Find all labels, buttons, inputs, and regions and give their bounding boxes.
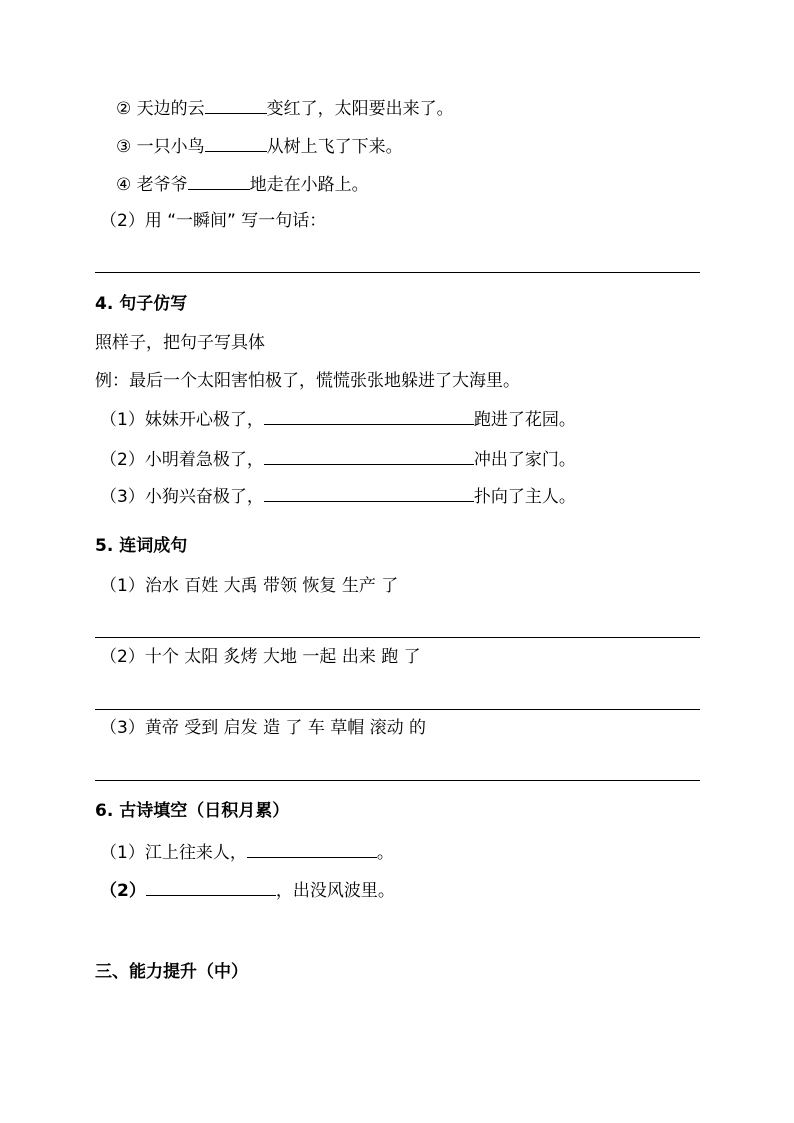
q5-item-1: （1）治水 百姓 大禹 带领 恢复 生产 了 [100,576,399,596]
answer-line[interactable] [95,780,700,781]
q4-item-1 [100,407,576,429]
q5-item-2: （2）十个 太阳 炙烤 大地 一起 出来 跑 了 [100,647,421,667]
q4-item-3-after: 扑向了主人。 [473,487,576,507]
q3-item-2-after: 变红了，太阳要出来了。 [266,99,454,119]
q4-example: 例：最后一个太阳害怕极了，慌慌张张地躲进了大海里。 [95,371,520,391]
q4-item-3-text: （3）小狗兴奋极了， [100,487,264,507]
q4-item-2-blank[interactable] [264,447,474,465]
q4-item-1-after: 跑进了花园。 [473,410,576,430]
q6-item-1 [100,840,394,862]
q3-item-2 [116,96,454,118]
q4-instruction: 照样子，把句子写具体 [95,333,265,353]
q3-item-4-blank[interactable] [188,172,250,190]
q5-title: 5. 连词成句 [95,536,188,556]
q3-item-2-blank[interactable] [205,96,267,114]
q3-sub2-prompt: （2）用 “一瞬间” 写一句话： [100,211,327,231]
q6-item-1-after: 。 [376,843,394,863]
q4-item-3 [100,484,576,506]
q3-item-2-text: ② 天边的云 [116,99,205,119]
q6-item-1-text: （1）江上往来人， [100,843,247,863]
q4-item-2-text: （2）小明着急极了， [100,450,264,470]
q6-item-1-blank[interactable] [247,840,377,858]
q5-item-3: （3）黄帝 受到 启发 造 了 车 草帽 滚动 的 [100,718,427,738]
answer-line[interactable] [95,272,700,273]
q6-item-2 [100,878,395,900]
q3-item-3 [116,134,403,156]
section-3-title: 三、能力提升（中） [95,962,248,982]
q3-item-3-text: ③ 一只小鸟 [116,137,205,157]
answer-line[interactable] [95,709,700,710]
q4-item-2 [100,447,576,469]
q4-item-1-text: （1）妹妹开心极了， [100,410,264,430]
q4-item-2-after: 冲出了家门。 [473,450,576,470]
q6-title: 6. 古诗填空（日积月累） [95,801,290,821]
q3-item-3-blank[interactable] [205,134,267,152]
q3-item-3-after: 从树上飞了下来。 [266,137,403,157]
q6-item-2-after: ，出没风波里。 [275,881,395,901]
q6-item-2-blank[interactable] [146,878,276,896]
q3-item-4-after: 地走在小路上。 [249,175,369,195]
q3-item-4 [116,172,369,194]
q3-item-4-text: ④ 老爷爷 [116,175,188,195]
q4-item-3-blank[interactable] [264,484,474,502]
answer-line[interactable] [95,637,700,638]
q6-item-2-number: （2） [100,881,146,901]
q4-title: 4. 句子仿写 [95,294,188,314]
q4-item-1-blank[interactable] [264,407,474,425]
